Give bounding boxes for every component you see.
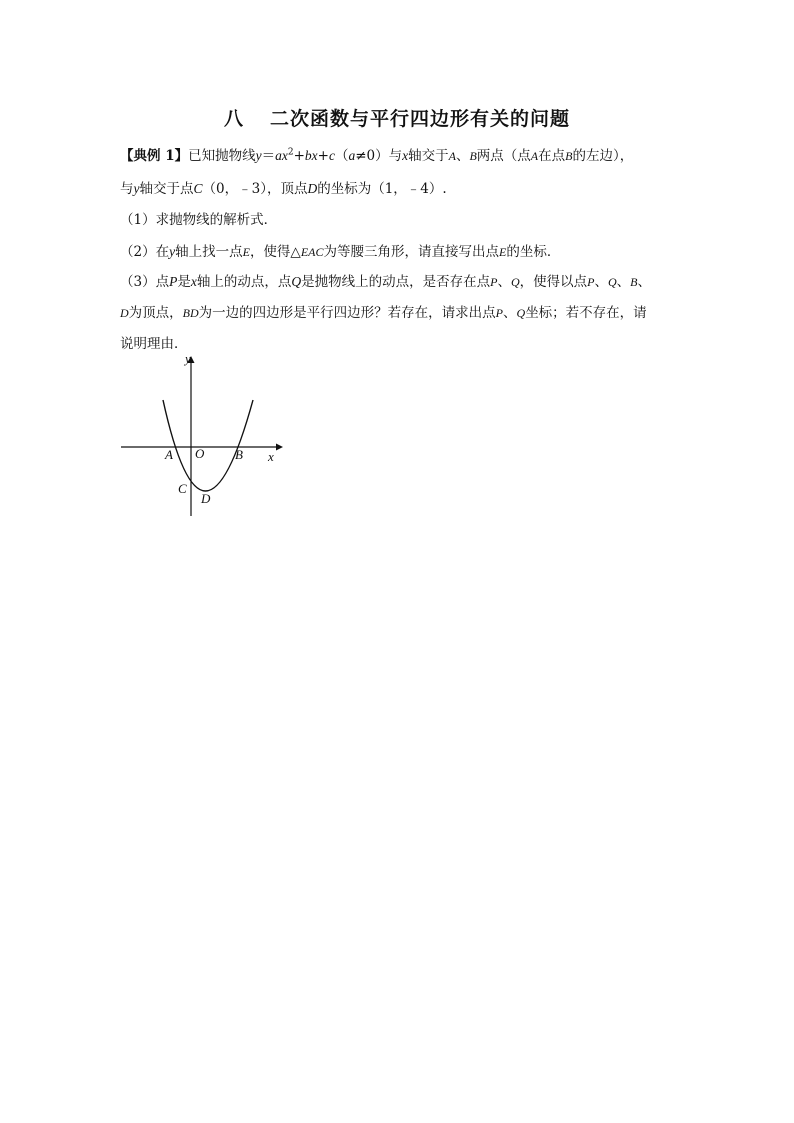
point-a-label: A <box>165 447 173 462</box>
y-axis-label: y <box>185 351 191 366</box>
parabola-graph <box>116 350 286 520</box>
x-axis-label: x <box>268 449 274 464</box>
x-axis-arrow <box>276 444 283 451</box>
question-3-line-1: （3）点P是x轴上的动点，点Q是抛物线上的动点，是否存在点P、Q，使得以点P、Q、B、 <box>120 274 651 290</box>
parabola-curve <box>163 400 253 491</box>
point-b-label: B <box>235 447 243 462</box>
question-2: （2）在y轴上找一点E，使得△EAC为等腰三角形，请直接写出点E的坐标． <box>120 244 561 260</box>
question-3-line-3: 说明理由． <box>120 336 188 352</box>
section-title <box>0 104 794 131</box>
section-heading: 二次函数与平行四边形有关的问题 <box>270 108 571 130</box>
example-label: 【典例 1】 <box>120 148 189 164</box>
question-1: （1）求抛物线的解析式． <box>120 212 278 228</box>
example-line-1: 【典例 1】已知抛物线$y=ax^2+bx+c(a\ne 0)$与x轴交于A、B两点（点A在点B的左边）， <box>120 147 634 164</box>
origin-label: O <box>195 446 205 461</box>
example-line-2: 与y轴交于点C（0，﹣3），顶点D的坐标为（1，﹣4）. <box>120 181 447 197</box>
section-number: 八 <box>223 108 244 130</box>
point-d-label: D <box>201 491 211 506</box>
point-c-label: C <box>178 481 187 496</box>
question-3-line-2: D为顶点，BD为一边的四边形是平行四边形？若存在，请求出点P、Q坐标；若不存在，请 <box>120 305 647 321</box>
